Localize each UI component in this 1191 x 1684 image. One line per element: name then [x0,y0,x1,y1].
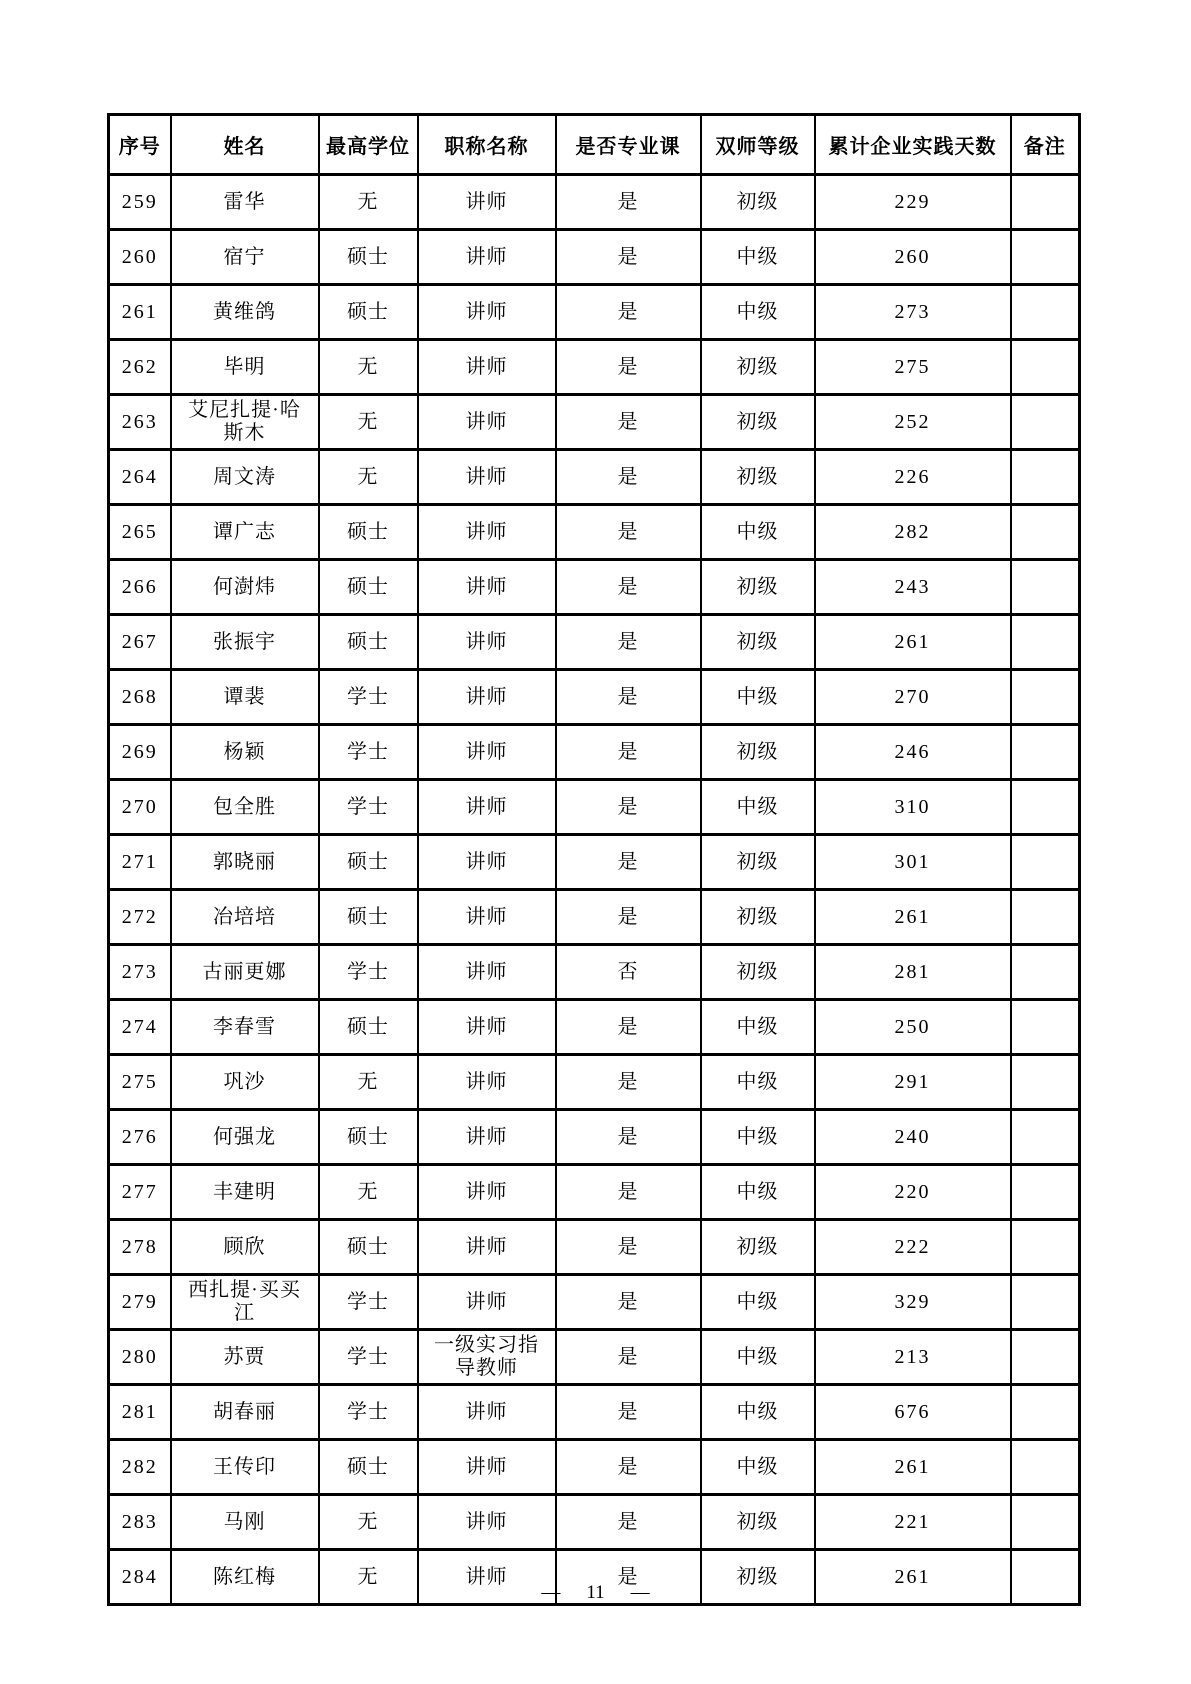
table-cell-practice-days: 220 [815,1165,1011,1220]
table-cell-remarks [1011,230,1080,285]
table-cell-dual-teacher-level: 中级 [701,1330,815,1385]
table-cell-dual-teacher-level: 初级 [701,395,815,450]
table-cell-title: 讲师 [418,395,556,450]
table-row [109,450,1080,505]
table-cell-highest-degree: 硕士 [319,230,418,285]
table-cell-title: 讲师 [418,670,556,725]
table-cell-professional-course: 是 [556,340,701,395]
table-cell-title: 讲师 [418,1055,556,1110]
table-row [109,1000,1080,1055]
table-cell-title: 讲师 [418,1110,556,1165]
table-cell-remarks [1011,340,1080,395]
table-cell-dual-teacher-level: 中级 [701,1385,815,1440]
table-cell-professional-course: 是 [556,670,701,725]
table-cell-practice-days: 229 [815,175,1011,230]
table-cell-title: 讲师 [418,615,556,670]
table-cell-remarks [1011,835,1080,890]
table-cell-name: 何澍炜 [171,560,319,615]
table-cell-dual-teacher-level: 初级 [701,890,815,945]
table-cell-serial-number: 279 [109,1275,171,1330]
table-cell-name: 毕明 [171,340,319,395]
table-cell-professional-course: 是 [556,615,701,670]
table-cell-remarks [1011,1385,1080,1440]
table-cell-practice-days: 676 [815,1385,1011,1440]
table-cell-remarks [1011,560,1080,615]
table-row [109,1495,1080,1550]
table-cell-dual-teacher-level: 中级 [701,1165,815,1220]
table-cell-remarks [1011,1440,1080,1495]
table-cell-highest-degree: 硕士 [319,615,418,670]
table-cell-highest-degree: 学士 [319,1330,418,1385]
table-cell-remarks [1011,945,1080,1000]
table-cell-highest-degree: 学士 [319,945,418,1000]
table-cell-practice-days: 222 [815,1220,1011,1275]
table-cell-professional-course: 是 [556,1165,701,1220]
table-cell-name: 巩沙 [171,1055,319,1110]
table-cell-serial-number: 267 [109,615,171,670]
table-cell-practice-days: 282 [815,505,1011,560]
table-cell-dual-teacher-level: 初级 [701,835,815,890]
table-cell-highest-degree: 无 [319,1165,418,1220]
table-row [109,395,1080,450]
table-cell-remarks [1011,780,1080,835]
table-cell-professional-course: 是 [556,1330,701,1385]
table-row [109,1220,1080,1275]
table-cell-highest-degree: 硕士 [319,1110,418,1165]
table-cell-name: 古丽更娜 [171,945,319,1000]
table-cell-dual-teacher-level: 初级 [701,340,815,395]
table-cell-remarks [1011,175,1080,230]
column-header-highest-degree: 最高学位 [319,115,418,175]
table-row [109,560,1080,615]
table-cell-serial-number: 284 [109,1550,171,1605]
table-cell-professional-course: 是 [556,1110,701,1165]
table-cell-dual-teacher-level: 初级 [701,945,815,1000]
table-cell-serial-number: 281 [109,1385,171,1440]
table-cell-professional-course: 是 [556,780,701,835]
table-cell-title: 讲师 [418,835,556,890]
table-cell-serial-number: 274 [109,1000,171,1055]
table-row [109,285,1080,340]
table-cell-title: 一级实习指导教师 [418,1330,556,1385]
table-cell-professional-course: 是 [556,175,701,230]
column-header-title: 职称名称 [418,115,556,175]
table-cell-title: 讲师 [418,285,556,340]
table-cell-remarks [1011,890,1080,945]
table-cell-name: 王传印 [171,1440,319,1495]
table-cell-name: 黄维鸽 [171,285,319,340]
table-cell-serial-number: 278 [109,1220,171,1275]
table-cell-professional-course: 是 [556,1055,701,1110]
table-cell-highest-degree: 硕士 [319,1440,418,1495]
table-row [109,230,1080,285]
table-cell-name: 周文涛 [171,450,319,505]
table-cell-title: 讲师 [418,890,556,945]
table-cell-practice-days: 221 [815,1495,1011,1550]
table-cell-remarks [1011,1055,1080,1110]
table-cell-dual-teacher-level: 中级 [701,780,815,835]
table-row [109,890,1080,945]
table-cell-serial-number: 269 [109,725,171,780]
table-cell-professional-course: 是 [556,835,701,890]
table-cell-title: 讲师 [418,1385,556,1440]
table-cell-name: 西扎提·买买江 [171,1275,319,1330]
table-cell-title: 讲师 [418,1550,556,1605]
table-cell-practice-days: 261 [815,615,1011,670]
table-cell-dual-teacher-level: 初级 [701,560,815,615]
table-cell-name: 包全胜 [171,780,319,835]
table-cell-serial-number: 277 [109,1165,171,1220]
table-cell-dual-teacher-level: 中级 [701,1275,815,1330]
table-cell-remarks [1011,725,1080,780]
table-cell-practice-days: 240 [815,1110,1011,1165]
table-body [109,175,1080,1605]
table-cell-name: 郭晓丽 [171,835,319,890]
column-header-remarks: 备注 [1011,115,1080,175]
table-cell-title: 讲师 [418,560,556,615]
table-cell-practice-days: 310 [815,780,1011,835]
table-row [109,1110,1080,1165]
table-cell-professional-course: 是 [556,1495,701,1550]
table-cell-professional-course: 是 [556,230,701,285]
table-cell-highest-degree: 硕士 [319,560,418,615]
table-cell-dual-teacher-level: 初级 [701,615,815,670]
table-cell-highest-degree: 硕士 [319,890,418,945]
table-cell-highest-degree: 硕士 [319,505,418,560]
table-cell-professional-course: 是 [556,1385,701,1440]
table-cell-practice-days: 226 [815,450,1011,505]
table-cell-highest-degree: 学士 [319,1275,418,1330]
table-row [109,945,1080,1000]
table-cell-remarks [1011,1220,1080,1275]
column-header-practice-days: 累计企业实践天数 [815,115,1011,175]
table-cell-remarks [1011,1275,1080,1330]
table-cell-remarks [1011,615,1080,670]
table-cell-dual-teacher-level: 初级 [701,1220,815,1275]
table-cell-serial-number: 280 [109,1330,171,1385]
table-cell-highest-degree: 学士 [319,780,418,835]
table-cell-serial-number: 276 [109,1110,171,1165]
table-cell-serial-number: 260 [109,230,171,285]
table-cell-dual-teacher-level: 初级 [701,450,815,505]
table-cell-name: 李春雪 [171,1000,319,1055]
table-cell-professional-course: 是 [556,560,701,615]
table-cell-serial-number: 282 [109,1440,171,1495]
table-cell-title: 讲师 [418,780,556,835]
table-cell-title: 讲师 [418,1000,556,1055]
table-cell-serial-number: 275 [109,1055,171,1110]
table-cell-professional-course: 是 [556,1000,701,1055]
table-cell-highest-degree: 学士 [319,1385,418,1440]
table-cell-name: 顾欣 [171,1220,319,1275]
table-cell-serial-number: 273 [109,945,171,1000]
column-header-professional-course: 是否专业课 [556,115,701,175]
table-cell-serial-number: 283 [109,1495,171,1550]
table-cell-serial-number: 271 [109,835,171,890]
table-cell-title: 讲师 [418,505,556,560]
column-header-name: 姓名 [171,115,319,175]
table-row [109,725,1080,780]
teacher-roster-table [107,113,1081,1606]
table-cell-remarks [1011,670,1080,725]
table-cell-title: 讲师 [418,450,556,505]
table-cell-name: 杨颖 [171,725,319,780]
table-cell-name: 雷华 [171,175,319,230]
table-cell-name: 何强龙 [171,1110,319,1165]
table-cell-practice-days: 329 [815,1275,1011,1330]
table-cell-title: 讲师 [418,1440,556,1495]
table-cell-highest-degree: 学士 [319,725,418,780]
table-cell-dual-teacher-level: 初级 [701,175,815,230]
table-cell-dual-teacher-level: 中级 [701,1000,815,1055]
table-row [109,780,1080,835]
table-cell-remarks [1011,1495,1080,1550]
table-cell-remarks [1011,450,1080,505]
table-cell-practice-days: 252 [815,395,1011,450]
table-cell-name: 谭裴 [171,670,319,725]
table-cell-dual-teacher-level: 中级 [701,1440,815,1495]
table-cell-dual-teacher-level: 初级 [701,1550,815,1605]
table-cell-serial-number: 259 [109,175,171,230]
table-cell-dual-teacher-level: 中级 [701,230,815,285]
table-cell-highest-degree: 无 [319,450,418,505]
table-cell-highest-degree: 无 [319,1055,418,1110]
table-cell-practice-days: 270 [815,670,1011,725]
table-cell-title: 讲师 [418,1220,556,1275]
table-cell-remarks [1011,505,1080,560]
table-cell-practice-days: 261 [815,1550,1011,1605]
table-cell-professional-course: 是 [556,1275,701,1330]
table-row [109,1440,1080,1495]
table-cell-practice-days: 275 [815,340,1011,395]
table-cell-practice-days: 213 [815,1330,1011,1385]
table-cell-name: 苏贾 [171,1330,319,1385]
table-cell-highest-degree: 无 [319,1550,418,1605]
column-header-dual-teacher-level: 双师等级 [701,115,815,175]
table-cell-professional-course: 是 [556,450,701,505]
table-cell-serial-number: 264 [109,450,171,505]
table-cell-name: 谭广志 [171,505,319,560]
table-cell-professional-course: 是 [556,890,701,945]
table-cell-highest-degree: 无 [319,175,418,230]
table-cell-title: 讲师 [418,340,556,395]
table-cell-practice-days: 261 [815,1440,1011,1495]
table-cell-dual-teacher-level: 初级 [701,725,815,780]
table-cell-serial-number: 263 [109,395,171,450]
table-cell-practice-days: 301 [815,835,1011,890]
table-cell-professional-course: 是 [556,1550,701,1605]
table-cell-practice-days: 260 [815,230,1011,285]
table-cell-title: 讲师 [418,725,556,780]
table-row [109,1385,1080,1440]
table-row [109,1275,1080,1330]
table-cell-name: 张振宇 [171,615,319,670]
table-cell-professional-course: 是 [556,395,701,450]
table-cell-dual-teacher-level: 中级 [701,670,815,725]
table-cell-name: 宿宁 [171,230,319,285]
footer-dash-right: — [630,1582,650,1603]
page-footer [0,1582,1191,1604]
table-cell-practice-days: 243 [815,560,1011,615]
table-cell-professional-course: 是 [556,1440,701,1495]
table-cell-remarks [1011,395,1080,450]
table-cell-title: 讲师 [418,1165,556,1220]
table-cell-professional-course: 否 [556,945,701,1000]
table-cell-serial-number: 272 [109,890,171,945]
table-cell-title: 讲师 [418,1275,556,1330]
table-row [109,505,1080,560]
table-cell-professional-course: 是 [556,725,701,780]
page-number: 11 [586,1582,605,1603]
table-cell-name: 艾尼扎提·哈斯木 [171,395,319,450]
table-cell-practice-days: 281 [815,945,1011,1000]
table-row [109,615,1080,670]
footer-dash-left: — [541,1582,561,1603]
table-cell-title: 讲师 [418,230,556,285]
table-row [109,1165,1080,1220]
table-cell-dual-teacher-level: 初级 [701,1495,815,1550]
table-cell-name: 陈红梅 [171,1550,319,1605]
table-cell-highest-degree: 无 [319,340,418,395]
table-cell-practice-days: 273 [815,285,1011,340]
table-cell-title: 讲师 [418,1495,556,1550]
table-cell-dual-teacher-level: 中级 [701,505,815,560]
table-row [109,1055,1080,1110]
table-cell-dual-teacher-level: 中级 [701,1055,815,1110]
table-cell-highest-degree: 无 [319,395,418,450]
table-cell-serial-number: 262 [109,340,171,395]
table-cell-highest-degree: 硕士 [319,835,418,890]
table-cell-professional-course: 是 [556,505,701,560]
table-cell-remarks [1011,1000,1080,1055]
table-cell-serial-number: 266 [109,560,171,615]
table-cell-title: 讲师 [418,945,556,1000]
table-cell-dual-teacher-level: 中级 [701,285,815,340]
table-cell-highest-degree: 硕士 [319,1000,418,1055]
table-cell-practice-days: 261 [815,890,1011,945]
table-cell-practice-days: 246 [815,725,1011,780]
table-cell-remarks [1011,1110,1080,1165]
table-cell-title: 讲师 [418,175,556,230]
table-cell-highest-degree: 学士 [319,670,418,725]
table-cell-practice-days: 250 [815,1000,1011,1055]
table-cell-serial-number: 261 [109,285,171,340]
table-cell-highest-degree: 无 [319,1495,418,1550]
table-row [109,835,1080,890]
table-cell-name: 马刚 [171,1495,319,1550]
table-cell-name: 胡春丽 [171,1385,319,1440]
column-header-serial-number: 序号 [109,115,171,175]
table-cell-dual-teacher-level: 中级 [701,1110,815,1165]
table-cell-serial-number: 268 [109,670,171,725]
table-row [109,670,1080,725]
table-row [109,175,1080,230]
table-cell-name: 冶培培 [171,890,319,945]
table-cell-name: 丰建明 [171,1165,319,1220]
table-cell-professional-course: 是 [556,285,701,340]
table-cell-practice-days: 291 [815,1055,1011,1110]
table-cell-professional-course: 是 [556,1220,701,1275]
table-header [109,115,1080,175]
table-row [109,340,1080,395]
table-cell-highest-degree: 硕士 [319,1220,418,1275]
header-row [109,115,1080,175]
table-cell-serial-number: 270 [109,780,171,835]
table-cell-remarks [1011,1165,1080,1220]
table-row [109,1330,1080,1385]
table-cell-highest-degree: 硕士 [319,285,418,340]
table-cell-serial-number: 265 [109,505,171,560]
table-cell-remarks [1011,1330,1080,1385]
table-cell-remarks [1011,285,1080,340]
